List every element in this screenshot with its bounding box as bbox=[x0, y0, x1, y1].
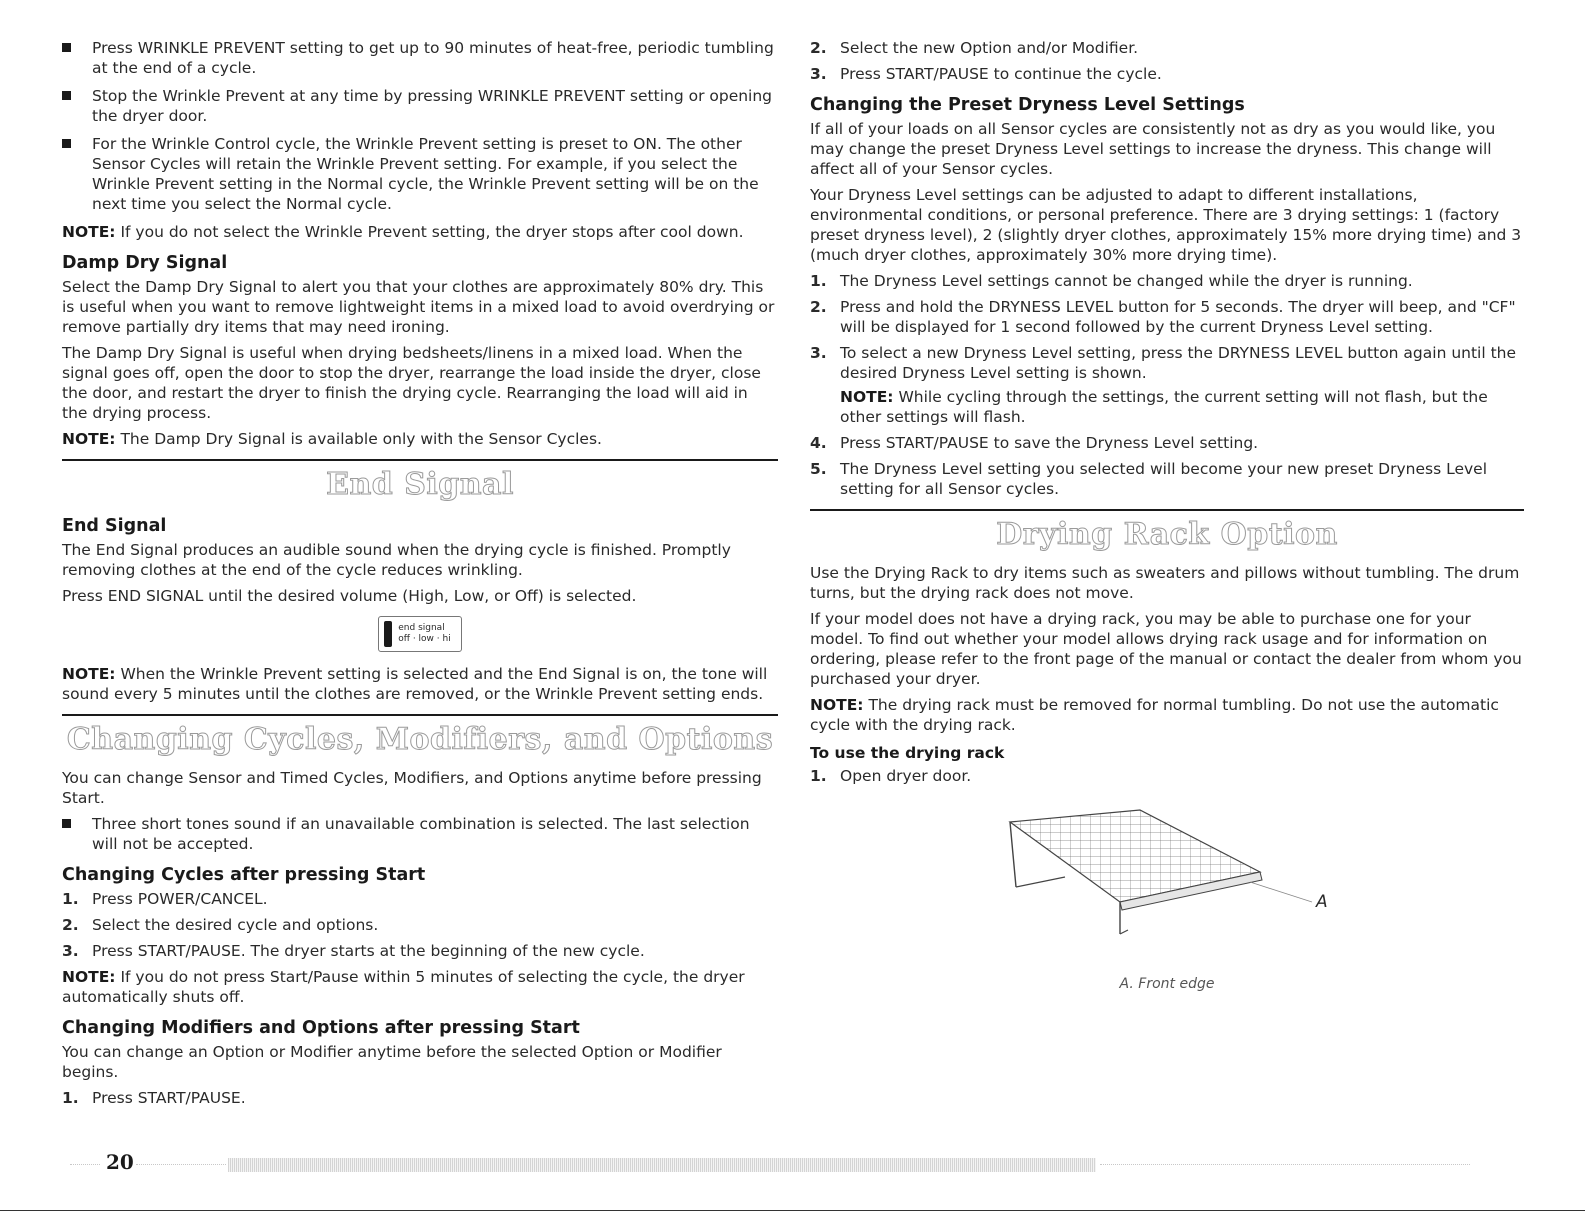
footer-dotted-rule bbox=[1100, 1164, 1470, 1165]
bullet-item: Three short tones sound if an unavailable combination is selected. The last selection will not be accepted. bbox=[62, 814, 778, 854]
numbered-step: 2. Select the new Option and/or Modifier. bbox=[810, 39, 1139, 57]
page-number: 20 bbox=[106, 1150, 134, 1174]
note-label: NOTE: bbox=[840, 388, 894, 406]
end-signal-button-figure bbox=[62, 616, 778, 652]
end-signal-paragraph: Press END SIGNAL until the desired volume (High, Low, or Off) is selected. bbox=[62, 587, 637, 605]
left-column bbox=[62, 38, 778, 1114]
preset-dryness-paragraph: Your Dryness Level settings can be adjusted to adapt to different installations, environmental conditions, or personal preference. There are 3 drying settings: 1 (factory preset dryness level), 2 (slightly dryer clothes, approximately 15% more drying time) and 3 (much dryer clothes, approximately 30% more drying time). bbox=[810, 186, 1522, 264]
drying-rack-paragraph: If your model does not have a drying rack, you may be able to purchase one for your model. To find out whether your model allows drying rack usage and for information on ordering, please refer to the front page of the manual or contact the dealer from whom you purchased your dryer. bbox=[810, 610, 1522, 688]
numbered-step: 1. The Dryness Level settings cannot be changed while the dryer is running. bbox=[810, 272, 1413, 290]
end-signal-banner: End Signal bbox=[326, 467, 514, 502]
footer-hatched-bar bbox=[228, 1158, 1096, 1172]
bullet-square-icon bbox=[62, 91, 71, 100]
numbered-step: 2. Press and hold the DRYNESS LEVEL button for 5 seconds. The dryer will beep, and "CF" will be displayed for 1 second followed by the current Dryness Level setting. bbox=[810, 298, 1516, 336]
numbered-step: 2. Select the desired cycle and options. bbox=[62, 916, 379, 934]
bullet-square-icon bbox=[62, 43, 71, 52]
drying-rack-note: NOTE: The drying rack must be removed for normal tumbling. Do not use the automatic cycle with the drying rack. bbox=[810, 696, 1499, 734]
drying-rack-banner: Drying Rack Option bbox=[996, 517, 1338, 552]
drying-rack-illustration-icon bbox=[810, 792, 1524, 972]
end-signal-button-levels: off · low · hi bbox=[398, 634, 451, 644]
note-label: NOTE: bbox=[62, 430, 116, 448]
wrinkle-note: NOTE: If you do not select the Wrinkle Prevent setting, the dryer stops after cool down. bbox=[62, 223, 744, 241]
bullet-square-icon bbox=[62, 819, 71, 828]
footer-dotted-rule bbox=[70, 1164, 100, 1165]
note-label: NOTE: bbox=[62, 665, 116, 683]
numbered-step: 5. The Dryness Level setting you selected will become your new preset Dryness Level setting for all Sensor cycles. bbox=[810, 460, 1488, 498]
numbered-step: 1. Press POWER/CANCEL. bbox=[62, 890, 268, 908]
section-divider bbox=[62, 459, 778, 461]
end-signal-note: NOTE: When the Wrinkle Prevent setting is selected and the End Signal is on, the tone will sound every 5 minutes until the clothes are removed, or the Wrinkle Prevent setting ends. bbox=[62, 665, 768, 703]
bullet-item: Press WRINKLE PREVENT setting to get up to 90 minutes of heat-free, periodic tumbling at the end of a cycle. bbox=[62, 38, 778, 78]
footer-dotted-rule bbox=[136, 1164, 226, 1165]
changing-cycles-note: NOTE: If you do not press Start/Pause within 5 minutes of selecting the cycle, the dryer automatically shuts off. bbox=[62, 968, 745, 1006]
damp-dry-note: NOTE: The Damp Dry Signal is available only with the Sensor Cycles. bbox=[62, 430, 602, 448]
preset-dryness-heading: Changing the Preset Dryness Level Settings bbox=[810, 95, 1245, 115]
changing-cycles-heading: Changing Cycles after pressing Start bbox=[62, 865, 426, 885]
section-divider bbox=[810, 509, 1524, 511]
indicator-light-icon bbox=[384, 621, 392, 647]
damp-dry-heading: Damp Dry Signal bbox=[62, 253, 228, 273]
end-signal-button bbox=[378, 616, 461, 652]
page-footer bbox=[0, 1150, 1585, 1225]
numbered-step: 4. Press START/PAUSE to save the Dryness Level setting. bbox=[810, 434, 1259, 452]
changing-intro: You can change Sensor and Timed Cycles, Modifiers, and Options anytime before pressing Start. bbox=[62, 769, 762, 807]
end-signal-heading: End Signal bbox=[62, 516, 167, 536]
callout-label-a: A bbox=[1316, 892, 1328, 912]
numbered-step: 3. Press START/PAUSE to continue the cycle. bbox=[810, 65, 1162, 83]
bullet-item: Stop the Wrinkle Prevent at any time by pressing WRINKLE PREVENT setting or opening the dryer door. bbox=[62, 86, 778, 126]
bullet-item: For the Wrinkle Control cycle, the Wrinkle Prevent setting is preset to ON. The other Sensor Cycles will retain the Wrinkle Prevent setting. For example, if you select the Wrinkle Prevent setting in the Normal cycle, the Wrinkle Prevent setting will be on the next time you select the Normal cycle. bbox=[62, 134, 778, 214]
numbered-step: 1. Press START/PAUSE. bbox=[62, 1089, 246, 1107]
drying-rack-figure bbox=[810, 792, 1524, 972]
note-label: NOTE: bbox=[810, 696, 864, 714]
right-column bbox=[810, 38, 1524, 994]
end-signal-button-label: end signal bbox=[398, 623, 445, 633]
note-label: NOTE: bbox=[62, 968, 116, 986]
numbered-step: 3. To select a new Dryness Level setting, press the DRYNESS LEVEL button again until the desired Dryness Level setting is shown. NOTE: While cycling through the settings, the current setting will not flash, but the other settings will flash. bbox=[810, 343, 1524, 427]
use-drying-rack-heading: To use the drying rack bbox=[810, 744, 1005, 762]
changing-cycles-banner: Changing Cycles, Modifiers, and Options bbox=[66, 722, 774, 757]
step-note: NOTE: While cycling through the settings, the current setting will not flash, but the other settings will flash. bbox=[840, 388, 1488, 426]
preset-dryness-paragraph: If all of your loads on all Sensor cycles are consistently not as dry as you would like, you may change the preset Dryness Level settings to increase the dryness. This change will affect all of your Sensor cycles. bbox=[810, 120, 1496, 178]
figure-caption: A. Front edge bbox=[1119, 976, 1215, 992]
drying-rack-paragraph: Use the Drying Rack to dry items such as sweaters and pillows without tumbling. The drum turns, but the drying rack does not move. bbox=[810, 564, 1520, 602]
damp-dry-paragraph: Select the Damp Dry Signal to alert you that your clothes are approximately 80% dry. This is useful when you want to remove lightweight items in a mixed load to avoid overdrying or remove partially dry items that may need ironing. bbox=[62, 278, 775, 336]
changing-modifiers-heading: Changing Modifiers and Options after pressing Start bbox=[62, 1018, 580, 1038]
bullet-square-icon bbox=[62, 139, 71, 148]
damp-dry-paragraph: The Damp Dry Signal is useful when drying bedsheets/linens in a mixed load. When the signal goes off, open the door to stop the dryer, rearrange the load inside the dryer, close the door, and restart the dryer to finish the drying cycle. Rearranging the load will aid in the drying process. bbox=[62, 344, 761, 422]
note-label: NOTE: bbox=[62, 223, 116, 241]
section-divider bbox=[62, 714, 778, 716]
numbered-step: 3. Press START/PAUSE. The dryer starts at the beginning of the new cycle. bbox=[62, 942, 645, 960]
numbered-step: 1. Open dryer door. bbox=[810, 767, 972, 785]
changing-modifiers-intro: You can change an Option or Modifier anytime before the selected Option or Modifier begins. bbox=[62, 1043, 722, 1081]
footer-baseline bbox=[0, 1210, 1585, 1211]
end-signal-paragraph: The End Signal produces an audible sound when the drying cycle is finished. Promptly removing clothes at the end of the cycle reduces wrinkling. bbox=[62, 541, 731, 579]
